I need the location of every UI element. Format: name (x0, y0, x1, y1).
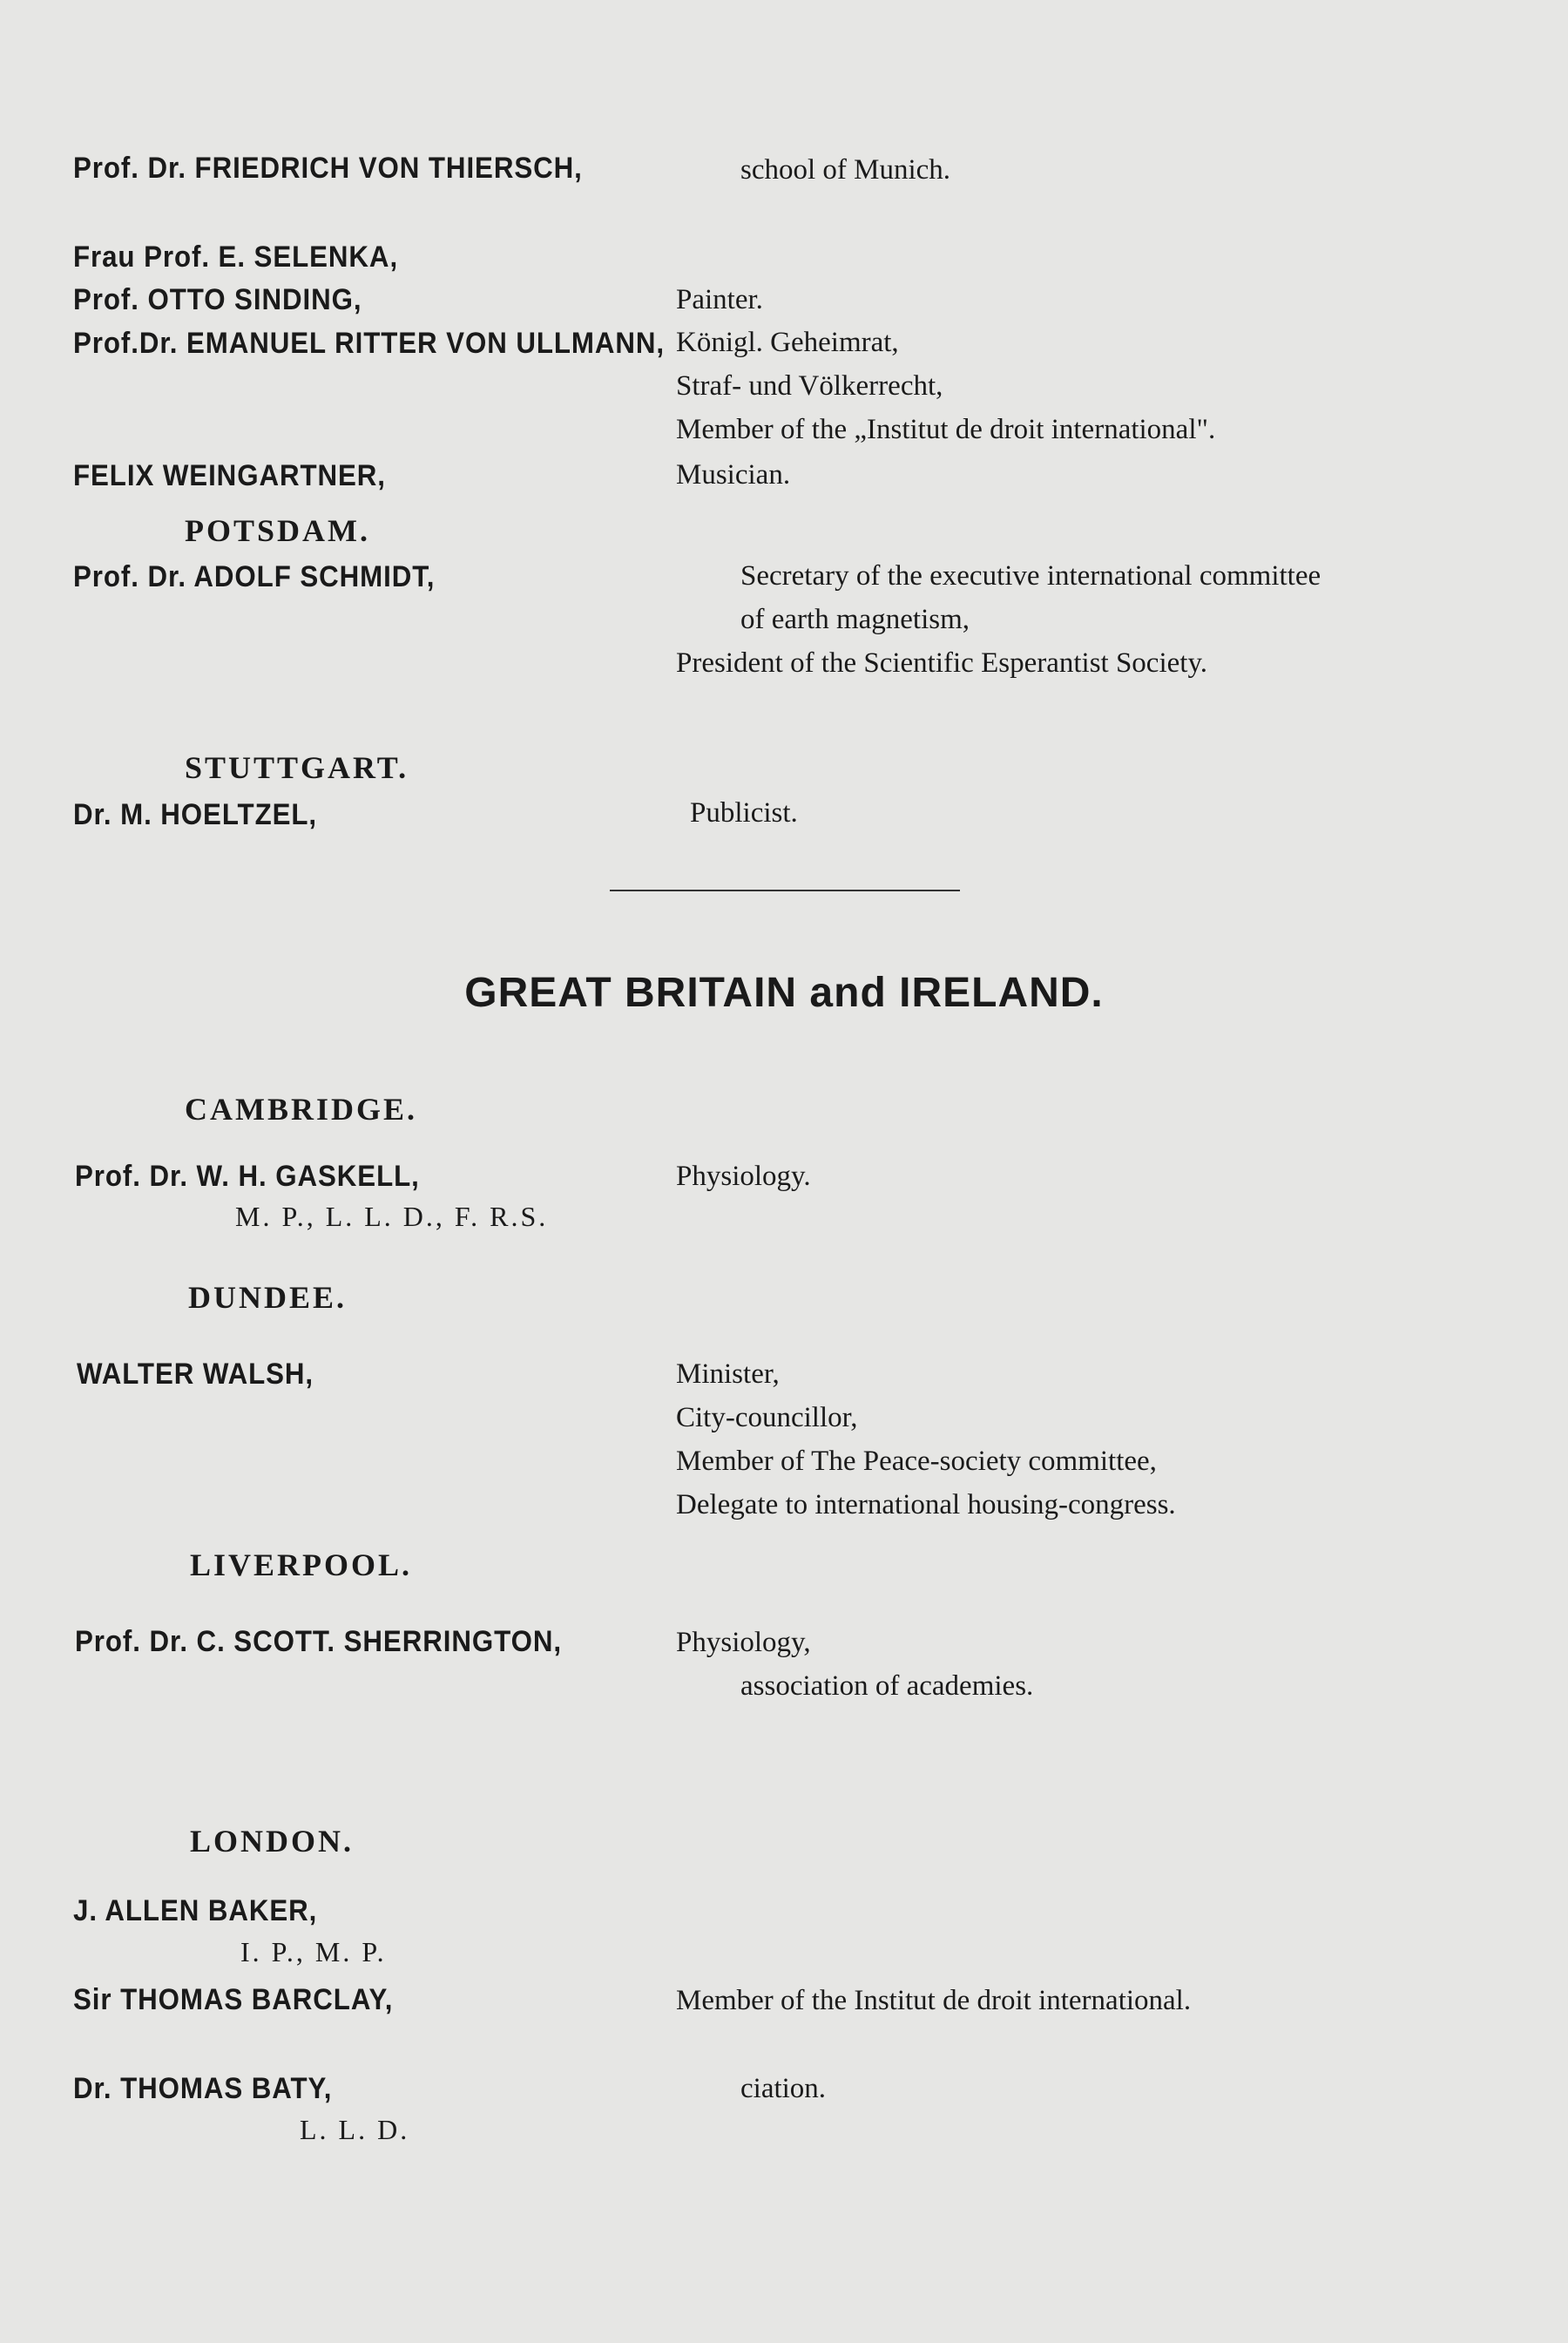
description-line: of earth magnetism, (740, 604, 970, 635)
member-description (676, 1621, 1477, 1708)
member-description (676, 278, 1477, 322)
member-description (676, 1352, 1477, 1527)
member-name: Dr. THOMAS BATY, (73, 2072, 333, 2105)
member-name: Dr. M. HOELTZEL, (73, 798, 318, 831)
description-line: Physiology. (676, 1161, 811, 1192)
city-heading: DUNDEE. (188, 1280, 348, 1315)
member-description (676, 1155, 1477, 1198)
description-line: Secretary of the executive international committee (740, 560, 1321, 592)
member-name: Prof.Dr. EMANUEL RITTER VON ULLMANN, (73, 327, 666, 360)
description-line: President of the Scientific Esperantist Society. (676, 647, 1208, 679)
member-description (676, 2067, 1477, 2110)
description-line: Straf- und Völkerrecht, (676, 370, 943, 402)
member-name: Prof. Dr. ADOLF SCHMIDT, (73, 560, 436, 593)
section-heading: GREAT BRITAIN and IRELAND. (464, 970, 1104, 1016)
member-description (690, 791, 1491, 835)
description-line: Member of the „Institut de droit international". (676, 414, 1216, 445)
city-heading: LIVERPOOL. (190, 1547, 413, 1582)
description-line: Königl. Geheimrat, (676, 327, 899, 358)
city-heading: LONDON. (190, 1824, 355, 1859)
member-description (676, 453, 1477, 497)
member-name: FELIX WEINGARTNER, (73, 459, 386, 492)
description-line: Publicist. (690, 797, 798, 829)
member-name: Prof. OTTO SINDING, (73, 283, 362, 316)
description-line: ciation. (740, 2073, 827, 2104)
member-degrees: L. L. D. (300, 2114, 410, 2145)
description-line: Minister, (676, 1358, 780, 1390)
description-line: Member of The Peace-society committee, (676, 1446, 1157, 1477)
city-heading: POTSDAM. (185, 513, 370, 548)
member-name: WALTER WALSH, (77, 1358, 314, 1391)
description-line: Musician. (676, 459, 791, 491)
member-degrees: M. P., L. L. D., F. R.S. (235, 1201, 549, 1232)
description-line: association of academies. (740, 1670, 1034, 1702)
member-name: Sir THOMAS BARCLAY, (73, 1983, 394, 2016)
member-description (676, 321, 1477, 451)
member-degrees: I. P., M. P. (240, 1936, 387, 1967)
description-line: school of Munich. (740, 154, 951, 186)
member-name: Prof. Dr. C. SCOTT. SHERRINGTON, (75, 1625, 562, 1658)
description-line: Member of the Institut de droit international. (676, 1985, 1192, 2016)
member-name: Prof. Dr. FRIEDRICH VON THIERSCH, (73, 152, 583, 185)
description-line: Painter. (676, 284, 763, 315)
member-name: Prof. Dr. W. H. GASKELL, (75, 1160, 420, 1193)
city-heading: STUTTGART. (185, 750, 409, 785)
member-name: Frau Prof. E. SELENKA, (73, 240, 399, 274)
member-description (676, 1979, 1477, 2022)
city-heading: CAMBRIDGE. (185, 1092, 418, 1127)
description-line: City-councillor, (676, 1402, 858, 1433)
section-divider (610, 890, 960, 891)
description-line: Delegate to international housing-congress. (676, 1489, 1176, 1520)
member-description (676, 148, 1477, 192)
member-description (676, 554, 1477, 685)
member-name: J. ALLEN BAKER, (73, 1894, 318, 1927)
description-line: Physiology, (676, 1627, 811, 1658)
